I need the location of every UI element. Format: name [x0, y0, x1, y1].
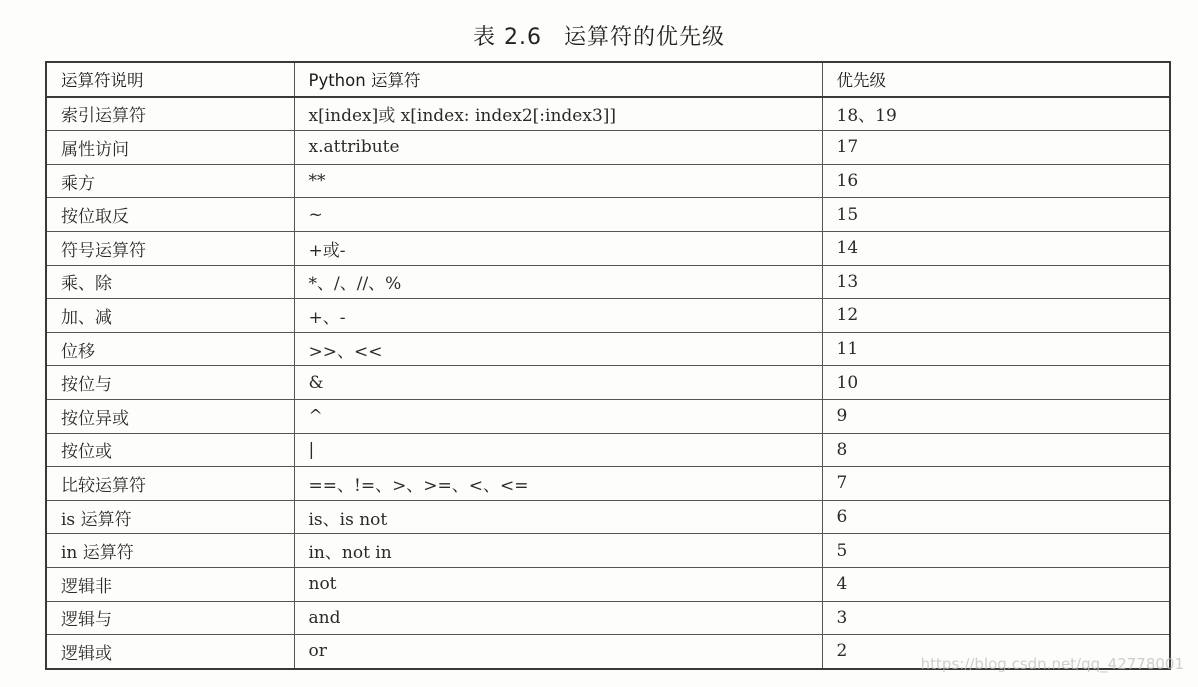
precedence-cell: 11 — [822, 332, 1170, 366]
operator-description-cell: 按位取反 — [46, 198, 294, 232]
precedence-cell: 9 — [822, 399, 1170, 433]
operator-description-cell: 乘方 — [46, 164, 294, 198]
python-operator-cell: is、is not — [294, 500, 822, 534]
table-row — [46, 299, 1170, 333]
precedence-cell: 12 — [822, 299, 1170, 333]
operator-description-cell: 位移 — [46, 332, 294, 366]
operator-description-cell: 符号运算符 — [46, 231, 294, 265]
table-row — [46, 366, 1170, 400]
operator-description-cell: 加、减 — [46, 299, 294, 333]
operator-description-cell: is 运算符 — [46, 500, 294, 534]
operator-description-cell: in 运算符 — [46, 534, 294, 568]
table-number: 表 2.6 — [473, 25, 542, 50]
header-precedence: 优先级 — [822, 62, 1170, 97]
python-operator-cell: x[index]或 x[index: index2[:index3]] — [294, 97, 822, 131]
python-operator-cell: ==、!=、>、>=、<、<= — [294, 467, 822, 501]
operator-description-cell: 比较运算符 — [46, 467, 294, 501]
python-operator-cell: ** — [294, 164, 822, 198]
table-header-row — [46, 62, 1170, 97]
precedence-cell: 16 — [822, 164, 1170, 198]
precedence-cell: 5 — [822, 534, 1170, 568]
python-operator-cell: not — [294, 567, 822, 601]
precedence-cell: 15 — [822, 198, 1170, 232]
operator-description-cell: 索引运算符 — [46, 97, 294, 131]
table-row — [46, 467, 1170, 501]
operator-description-cell: 逻辑非 — [46, 567, 294, 601]
table-row — [46, 231, 1170, 265]
precedence-cell: 13 — [822, 265, 1170, 299]
header-python-operator: Python 运算符 — [294, 62, 822, 97]
table-row — [46, 500, 1170, 534]
python-operator-cell: +或- — [294, 231, 822, 265]
precedence-cell: 7 — [822, 467, 1170, 501]
precedence-cell: 10 — [822, 366, 1170, 400]
precedence-cell: 3 — [822, 601, 1170, 635]
precedence-cell: 17 — [822, 131, 1170, 165]
table-row — [46, 164, 1170, 198]
python-operator-cell: x.attribute — [294, 131, 822, 165]
table-row — [46, 534, 1170, 568]
operator-description-cell: 按位或 — [46, 433, 294, 467]
table-caption — [0, 20, 1198, 51]
python-operator-cell: *、/、//、% — [294, 265, 822, 299]
precedence-cell: 6 — [822, 500, 1170, 534]
header-operator-description: 运算符说明 — [46, 62, 294, 97]
source-watermark: https://blog.csdn.net/qq_42778001 — [920, 655, 1184, 673]
operator-description-cell: 按位与 — [46, 366, 294, 400]
python-operator-cell: & — [294, 366, 822, 400]
precedence-cell: 18、19 — [822, 97, 1170, 131]
table-row — [46, 433, 1170, 467]
precedence-cell: 14 — [822, 231, 1170, 265]
table-row — [46, 265, 1170, 299]
table-row — [46, 399, 1170, 433]
operator-description-cell: 乘、除 — [46, 265, 294, 299]
python-operator-cell: or — [294, 635, 822, 669]
table-row — [46, 567, 1170, 601]
python-operator-cell: in、not in — [294, 534, 822, 568]
precedence-cell: 4 — [822, 567, 1170, 601]
operator-description-cell: 按位异或 — [46, 399, 294, 433]
table-body — [46, 97, 1170, 669]
python-operator-cell: ~ — [294, 198, 822, 232]
precedence-cell: 8 — [822, 433, 1170, 467]
python-operator-cell: +、- — [294, 299, 822, 333]
python-operator-cell: ^ — [294, 399, 822, 433]
table-row — [46, 332, 1170, 366]
operator-precedence-table — [45, 61, 1171, 670]
table-row — [46, 97, 1170, 131]
python-operator-cell: >>、<< — [294, 332, 822, 366]
table-row — [46, 601, 1170, 635]
operator-description-cell: 逻辑与 — [46, 601, 294, 635]
python-operator-cell: and — [294, 601, 822, 635]
table-row — [46, 131, 1170, 165]
operator-description-cell: 属性访问 — [46, 131, 294, 165]
operator-description-cell: 逻辑或 — [46, 635, 294, 669]
python-operator-cell: | — [294, 433, 822, 467]
precedence-cell: 2 — [822, 635, 1170, 669]
table-row — [46, 198, 1170, 232]
table-title: 运算符的优先级 — [563, 25, 725, 50]
